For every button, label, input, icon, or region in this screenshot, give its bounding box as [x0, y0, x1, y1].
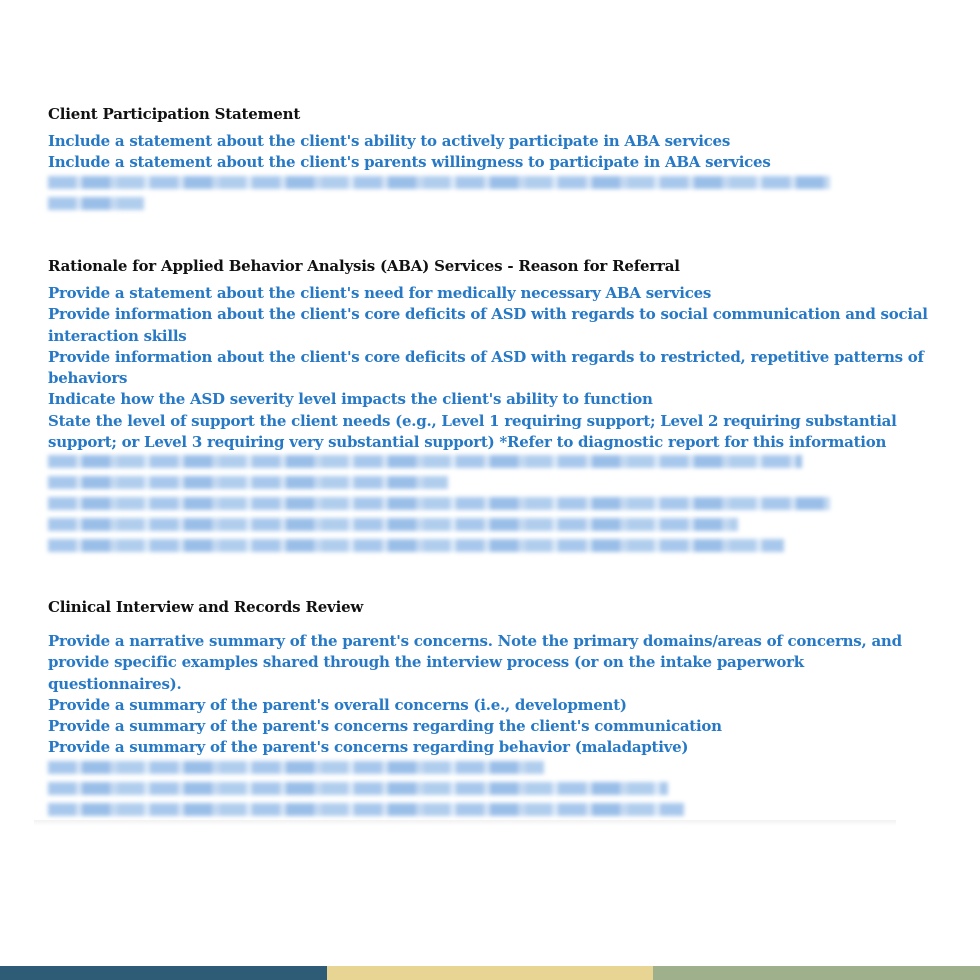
instruction-line: Include a statement about the client's ability to actively participate in ABA services: [48, 132, 731, 150]
footer-color-bar: [0, 966, 980, 980]
section-heading: Rationale for Applied Behavior Analysis (ABA) Services - Reason for Referral: [48, 257, 680, 275]
section-heading: Client Participation Statement: [48, 105, 301, 123]
instruction-line: questionnaires).: [48, 674, 182, 693]
instruction-line: Provide a summary of the parent's concerns regarding behavior (maladaptive): [48, 738, 689, 757]
instruction-line: interaction skills: [48, 326, 187, 345]
instruction-line: provide specific examples shared through the interview process (or on the intake paperwork: [48, 653, 804, 672]
footer-bar-segment-navy: [0, 966, 327, 980]
redacted-text: [48, 455, 848, 552]
redacted-text: [48, 176, 848, 210]
section-rationale: [48, 256, 928, 560]
instruction-line: Provide information about the client's core deficits of ASD with regards to restricted, repetitive patterns of: [48, 347, 924, 366]
instruction-line: Provide a summary of the parent's concerns regarding the client's communication: [48, 717, 722, 736]
instruction-line: State the level of support the client needs (e.g., Level 1 requiring support; Level 2 requiring substantial: [48, 411, 897, 430]
instruction-line: Provide a statement about the client's need for medically necessary ABA services: [48, 284, 712, 302]
redacted-text: [48, 761, 848, 816]
section-client-participation: [48, 104, 848, 218]
section-clinical-interview: [48, 597, 902, 824]
footer-bar-segment-sand: [327, 966, 654, 980]
instruction-line: Include a statement about the client's parents willingness to participate in ABA services: [48, 153, 771, 172]
footer-bar-segment-sage: [653, 966, 980, 980]
instruction-line: Provide information about the client's core deficits of ASD with regards to social communication and social: [48, 305, 928, 324]
instruction-line: Provide a narrative summary of the parent's concerns. Note the primary domains/areas of concerns, and: [48, 632, 902, 650]
instruction-line: behaviors: [48, 369, 128, 388]
instruction-line: support; or Level 3 requiring very substantial support) *Refer to diagnostic report for this information: [48, 433, 887, 452]
section-heading: Clinical Interview and Records Review: [48, 598, 364, 616]
instruction-line: Indicate how the ASD severity level impacts the client's ability to function: [48, 390, 653, 409]
instruction-line: Provide a summary of the parent's overall concerns (i.e., development): [48, 695, 627, 714]
